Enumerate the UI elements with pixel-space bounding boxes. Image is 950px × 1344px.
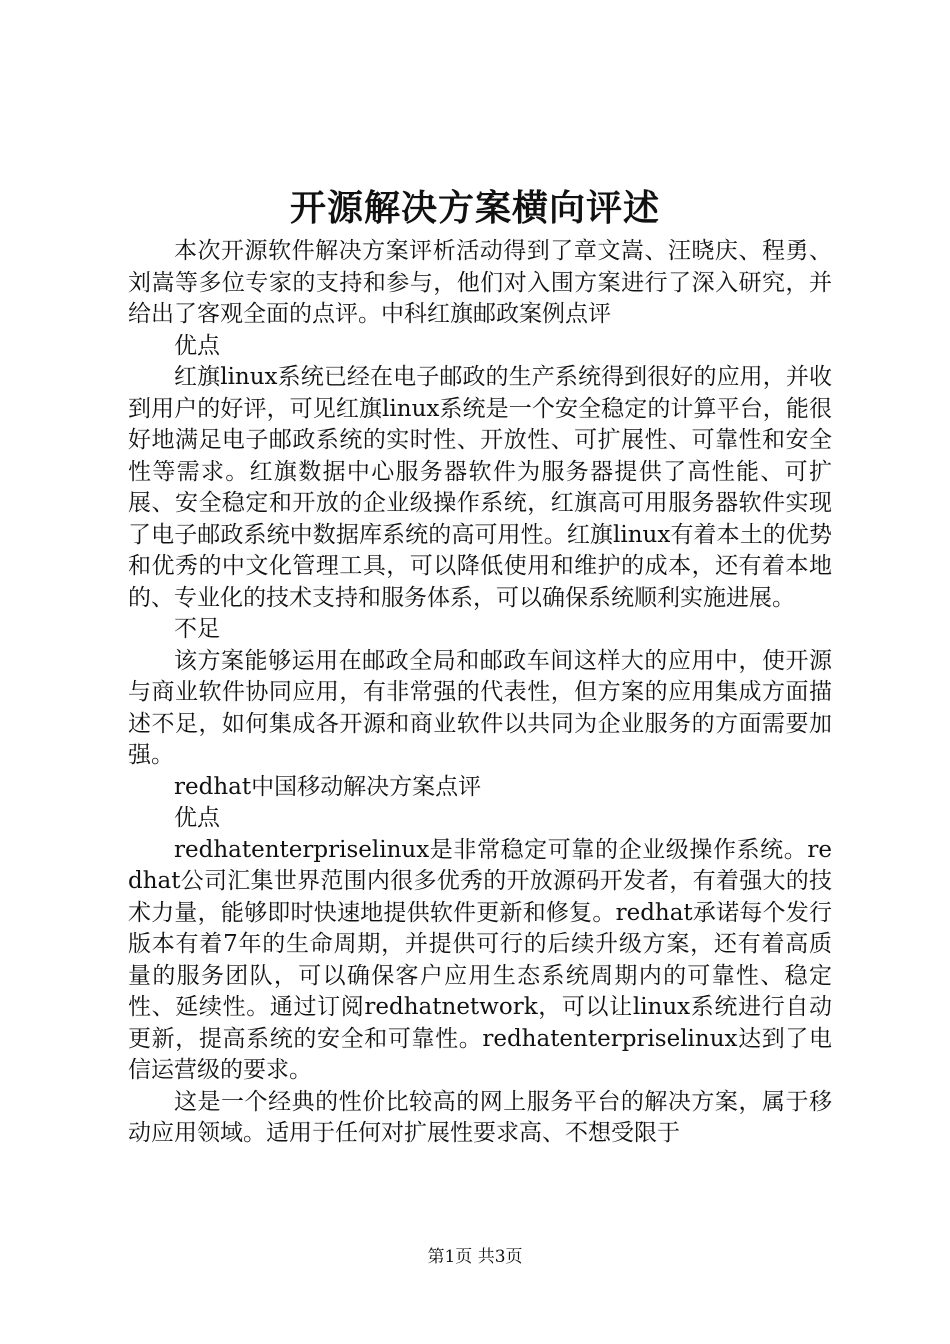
heading-advantages: 优点 — [174, 332, 220, 359]
page-title: 开源解决方案横向评述 — [289, 187, 660, 229]
document-body — [128, 236, 832, 1150]
paragraph-intro: 本次开源软件解决方案评析活动得到了章文嵩、汪晓庆、程勇、刘嵩等多位专家的支持和参与，他们对入围方案进行了深入研究，并给出了客观全面的点评。中科红旗邮政案例点评 — [128, 238, 832, 327]
heading-advantages-redhat: 优点 — [174, 805, 220, 831]
paragraph-redflag-advantages: 红旗linux系统已经在电子邮政的生产系统得到很好的应用，并收到用户的好评，可见红旗linux系统是一个安全稳定的计算平台，能很好地满足电子邮政系统的实时性、开放性、可扩展性、可靠性和安全性等需求。红旗数据中心服务器软件为服务器提供了高性能、可扩展、安全稳定和开放的企业级操作系统，红旗高可用服务器软件实现了电子邮政系统中数据库系统的高可用性。红旗linux有着本土的优势和优秀的中文化管理工具，可以降低使用和维护的成本，还有着本地的、专业化的技术支持和服务体系，可以确保系统顺利实施进展。 — [128, 364, 832, 611]
page-footer: 第1页 共3页 — [427, 1247, 523, 1267]
heading-shortcomings: 不足 — [174, 616, 220, 642]
paragraph-redhat-advantages: redhatenterpriselinux是非常稳定可靠的企业级操作系统。redhat公司汇集世界范围内很多优秀的开放源码开发者，有着强大的技术力量，能够即时快速地提供软件更新和修复。redhat承诺每个发行版本有着7年的生命周期，并提供可行的后续升级方案，还有着高质量的服务团队，可以确保客户应用生态系统周期内的可靠性、稳定性、延续性。通过订阅redhatnetwork，可以让linux系统进行自动更新，提高系统的安全和可靠性。redhatenterpriselinux达到了电信运营级的要求。 — [128, 836, 832, 1083]
paragraph-redflag-shortcomings: 该方案能够运用在邮政全局和邮政车间这样大的应用中，使开源与商业软件协同应用，有非常强的代表性，但方案的应用集成方面描述不足，如何集成各开源和商业软件以共同为企业服务的方面需要加强。 — [128, 647, 832, 768]
paragraph-redhat-summary: 这是一个经典的性价比较高的网上服务平台的解决方案，属于移动应用领域。适用于任何对扩展性要求高、不想受限于 — [128, 1088, 832, 1146]
heading-redhat-review: redhat中国移动解决方案点评 — [174, 773, 482, 800]
